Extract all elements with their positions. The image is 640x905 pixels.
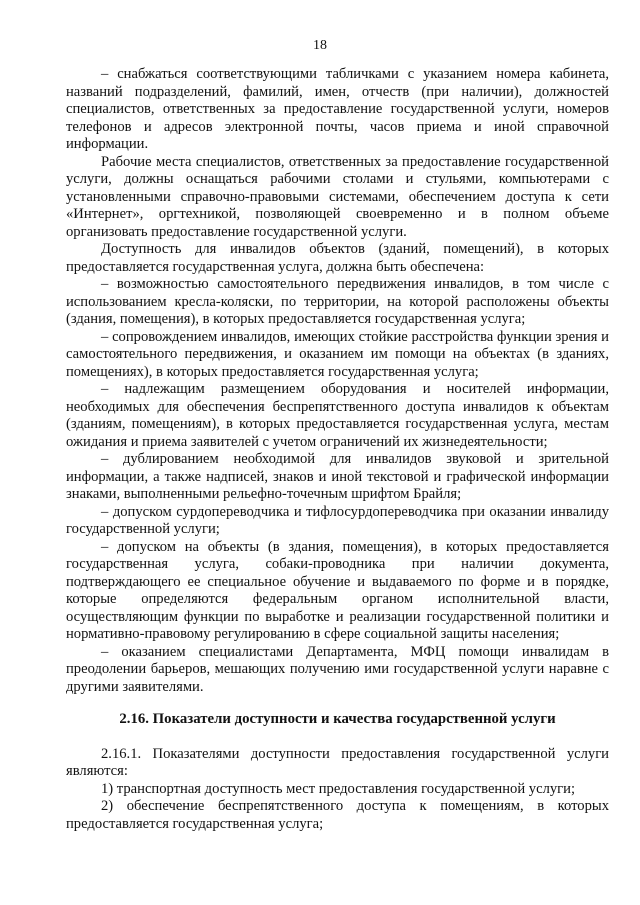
- document-body: [66, 66, 609, 833]
- list-item-escort: – сопровождением инвалидов, имеющих стойкие расстройства функции зрения и самостоятельного передвижения, и оказанием им помощи на объектах (в зданиях, помещениях), в которых предоставляется государственная услуга;: [66, 328, 609, 380]
- paragraph-signage: – снабжаться соответствующими табличками с указанием номера кабинета, названий подразделений, фамилий, имен, отчеств (при наличии), должностей специалистов, ответственных за предоставление государственной услуги, номеров телефонов и адресов электронной почты, часов приема и иной справочной информации.: [66, 66, 609, 152]
- paragraph-workplaces: Рабочие места специалистов, ответственных за предоставление государственной услуги, должны оснащаться рабочими столами и стульями, компьютерами с установленными справочно-правовыми системами, обеспечением доступа к сети «Интернет», оргтехникой, позволяющей своевременно и в полном объеме организовать предоставление государственной услуги.: [66, 153, 609, 240]
- list-item-guide-dog: – допуском на объекты (в здания, помещения), в которых предоставляется государственная услуга, собаки-проводника при наличии документа, подтверждающего ее специальное обучение и выдаваемого по форме и в порядке, которые определяются федеральным органом исполнительной власти, осуществляющим функции по выработке и реализации государственной политики и нормативно-правовому регулированию в сфере социальной защиты населения;: [66, 538, 609, 642]
- list-item-specialist-assistance: – оказанием специалистами Департамента, МФЦ помощи инвалидам в преодолении барьеров, мешающих получению ими государственной услуги наравне с другими заявителями.: [66, 643, 609, 695]
- section-heading: 2.16. Показатели доступности и качества государственной услуги: [119, 711, 556, 727]
- page-number: 18: [313, 38, 327, 53]
- list-item-sign-interpreter: – допуском сурдопереводчика и тифлосурдопереводчика при оказании инвалиду государственной услуги;: [66, 503, 609, 537]
- paragraph-accessibility-intro: Доступность для инвалидов объектов (зданий, помещений), в которых предоставляется государственная услуга, должна быть обеспечена:: [66, 241, 609, 275]
- list-item-braille-duplication: – дублированием необходимой для инвалидов звуковой и зрительной информации, а также надписей, знаков и иной текстовой и графической информации знаками, выполненными рельефно-точечным шрифтом Брайля;: [66, 451, 609, 502]
- list-item-transport-accessibility: 1) транспортная доступность мест предоставления государственной услуги;: [101, 780, 576, 797]
- list-item-equipment-placement: – надлежащим размещением оборудования и носителей информации, необходимых для обеспечения беспрепятственного доступа инвалидов к объектам (зданиям, помещениям), в которых предоставляется государственная услуга, местам ожидания и приема заявителей с учетом ограничений их жизнедеятельности;: [66, 381, 609, 450]
- list-item-unobstructed-access: 2) обеспечение беспрепятственного доступа к помещениям, в которых предоставляется государственная услуга;: [66, 798, 609, 832]
- paragraph-indicators-intro: 2.16.1. Показателями доступности предоставления государственной услуги являются:: [66, 745, 609, 779]
- list-item-independent-movement: – возможностью самостоятельного передвижения инвалидов, в том числе с использованием кресла-коляски, по территории, на которой расположены объекты (здания, помещения), в которых предоставляется государственная услуга;: [66, 276, 609, 327]
